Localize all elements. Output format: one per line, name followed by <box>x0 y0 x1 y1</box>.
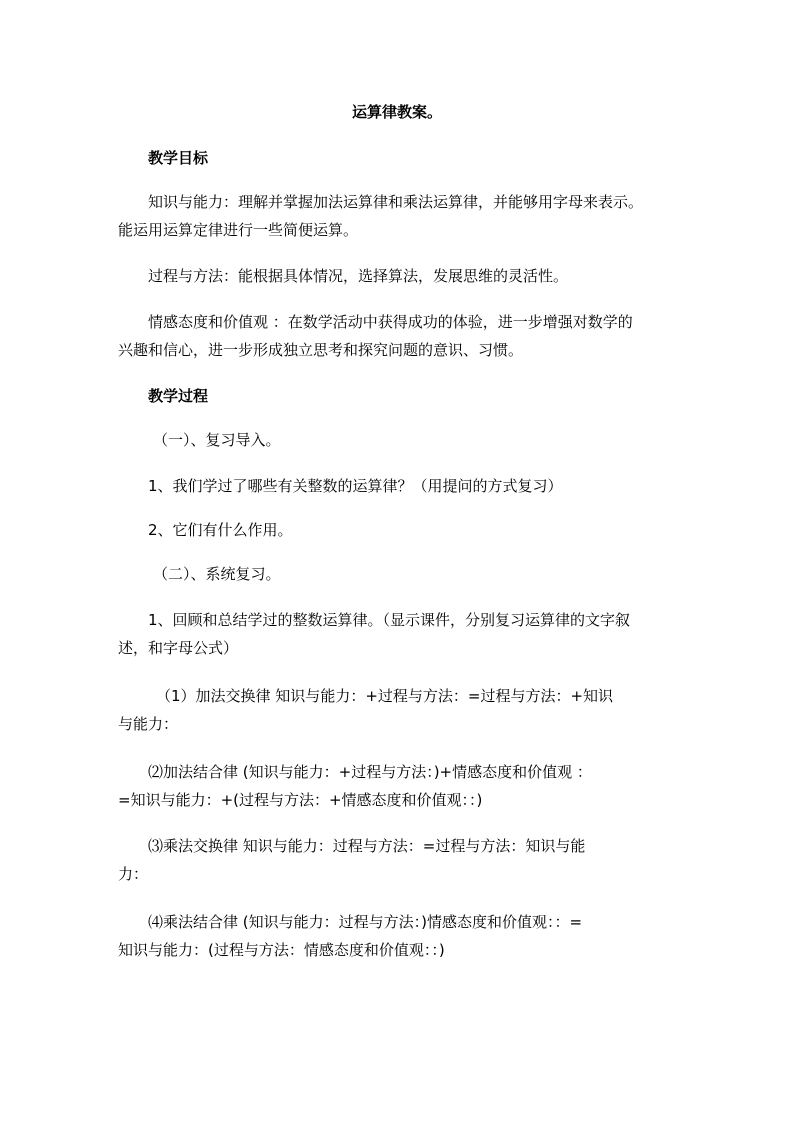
law-multiplication-commutative-line-2: 力： <box>118 865 149 883</box>
law-multiplication-associative-line-1: ⑷乘法结合律 (知识与能力：过程与方法：)情感态度和价值观：：= <box>148 913 583 931</box>
review-item-1-line-1: 1、回顾和总结学过的整数运算律。（显示课件，分别复习运算律的文字叙 <box>148 611 631 629</box>
law-multiplication-commutative-line-1: ⑶乘法交换律 知识与能力：过程与方法：=过程与方法：知识与能 <box>148 837 586 855</box>
systematic-review-heading: （二）、系统复习。 <box>153 565 281 583</box>
law-addition-associative-line-2: =知识与能力：+(过程与方法：+情感态度和价值观：：) <box>118 791 483 809</box>
law-addition-commutative-line-1: （1）加法交换律 知识与能力：+过程与方法：=过程与方法：+知识 <box>156 687 614 705</box>
law-addition-associative-line-1: ⑵加法结合律 (知识与能力：+过程与方法：)+情感态度和价值观 ： <box>148 763 592 781</box>
review-question-1: 1、我们学过了哪些有关整数的运算律？（用提问的方式复习） <box>148 477 563 495</box>
goal-knowledge-line-2: 能运用运算定律进行一些简便运算。 <box>118 221 359 239</box>
law-multiplication-associative-line-2: 知识与能力：(过程与方法：情感态度和价值观：：) <box>118 941 445 959</box>
goal-knowledge-paragraph <box>118 192 678 240</box>
law-multiplication-associative <box>118 912 678 960</box>
review-item-1-line-2: 述，和字母公式） <box>118 639 239 657</box>
goal-heading: 教学目标 <box>148 149 209 167</box>
law-multiplication-commutative <box>118 836 678 884</box>
goal-attitude-line-1: 情感态度和价值观 ：在数学活动中获得成功的体验，进一步增强对数学的 <box>148 313 633 331</box>
review-question-2: 2、它们有什么作用。 <box>148 521 293 539</box>
goal-knowledge-line-1: 知识与能力：理解并掌握加法运算律和乘法运算律，并能够用字母来表示。 <box>148 193 644 211</box>
law-addition-commutative-line-2: 与能力： <box>118 715 179 733</box>
review-intro-heading: （一）、复习导入。 <box>153 431 281 449</box>
goal-attitude-paragraph <box>118 312 678 360</box>
process-heading: 教学过程 <box>148 387 209 405</box>
law-addition-commutative <box>118 686 678 734</box>
goal-attitude-line-2: 兴趣和信心，进一步形成独立思考和探究问题的意识、习惯。 <box>118 341 524 359</box>
goal-process-paragraph: 过程与方法：能根据具体情况，选择算法，发展思维的灵活性。 <box>148 267 569 285</box>
review-item-1-paragraph <box>118 610 678 658</box>
document-title: 运算律教案。 <box>351 103 442 121</box>
law-addition-associative <box>118 762 678 810</box>
